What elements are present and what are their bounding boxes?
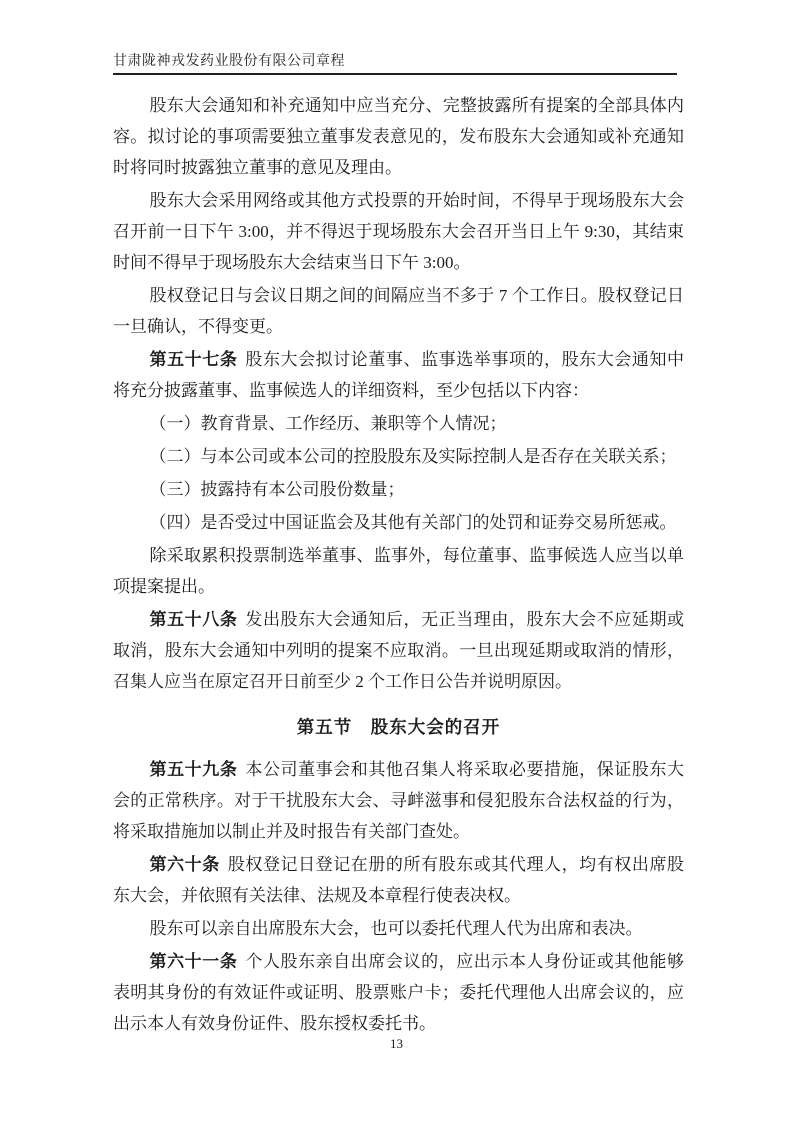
paragraph-article-57 [113, 344, 684, 406]
list-item [113, 507, 684, 538]
list-item-text: （三）披露持有本公司股份数量； [149, 480, 405, 499]
paragraph-text: 本公司董事会和其他召集人将采取必要措施，保证股东大会的正常秩序。对于干扰股东大会、寻衅滋事和侵犯股东合法权益的行为，将采取措施加以制止并及时报告有关部门查处。 [113, 760, 685, 841]
paragraph-text: 股东大会通知和补充通知中应当充分、完整披露所有提案的全部具体内容。拟讨论的事项需要独立董事发表意见的，发布股东大会通知或补充通知时将同时披露独立董事的意见及理由。 [113, 96, 684, 177]
header-title: 甘肃陇神戎发药业股份有限公司章程 [113, 54, 345, 69]
document-body [113, 90, 684, 1041]
paragraph-article-61 [113, 946, 684, 1039]
article-number: 第五十八条 [149, 610, 238, 629]
paragraph-article-59 [113, 754, 684, 847]
article-number: 第五十九条 [149, 760, 238, 779]
paragraph-text: 除采取累积投票制选举董事、监事外，每位董事、监事候选人应当以单项提案提出。 [113, 546, 684, 596]
paragraph-text: 股权登记日与会议日期之间的间隔应当不多于 7 个工作日。股权登记日一旦确认，不得变更。 [113, 286, 684, 336]
paragraph-article-60 [113, 849, 684, 911]
paragraph-text: 股东可以亲自出席股东大会，也可以委托代理人代为出席和表决。 [149, 919, 643, 938]
document-header [113, 50, 677, 75]
list-item [113, 441, 684, 472]
list-item [113, 408, 684, 439]
paragraph-article-58 [113, 604, 684, 697]
article-number: 第六十条 [149, 855, 220, 874]
paragraph [113, 280, 684, 342]
list-item-text: （二）与本公司或本公司的控股股东及实际控制人是否存在关联关系； [149, 447, 677, 466]
list-item [113, 474, 684, 505]
paragraph-text: 股东大会采用网络或其他方式投票的开始时间，不得早于现场股东大会召开前一日下午 3:00，并不得迟于现场股东大会召开当日上午 9:30，其结束时间不得早于现场股东大会结束当日下午 3:00。 [113, 191, 684, 272]
paragraph [113, 913, 684, 944]
page-number: 13 [390, 1036, 403, 1051]
paragraph-text: 发出股东大会通知后，无正当理由，股东大会不应延期或取消，股东大会通知中列明的提案不应取消。一旦出现延期或取消的情形，召集人应当在原定召开日前至少 2 个工作日公告并说明原因。 [113, 610, 685, 691]
article-number: 第六十一条 [149, 952, 238, 971]
paragraph-text: 个人股东亲自出席会议的，应出示本人身份证或其他能够表明其身份的有效证件或证明、股票账户卡；委托代理他人出席会议的，应出示本人有效身份证件、股东授权委托书。 [113, 952, 685, 1033]
list-item-text: （一）教育背景、工作经历、兼职等个人情况； [149, 414, 507, 433]
paragraph [113, 540, 684, 602]
article-number: 第五十七条 [149, 350, 238, 369]
paragraph-text: 股东大会拟讨论董事、监事选举事项的，股东大会通知中将充分披露董事、监事候选人的详细资料，至少包括以下内容： [113, 350, 685, 400]
list-item-text: （四）是否受过中国证监会及其他有关部门的处罚和证券交易所惩戒。 [149, 513, 677, 532]
section-heading: 第五节 股东大会的召开 [296, 717, 501, 737]
paragraph-text: 股权登记日登记在册的所有股东或其代理人，均有权出席股东大会，并依照有关法律、法规及本章程行使表决权。 [113, 855, 685, 905]
paragraph [113, 185, 684, 278]
paragraph [113, 90, 684, 183]
